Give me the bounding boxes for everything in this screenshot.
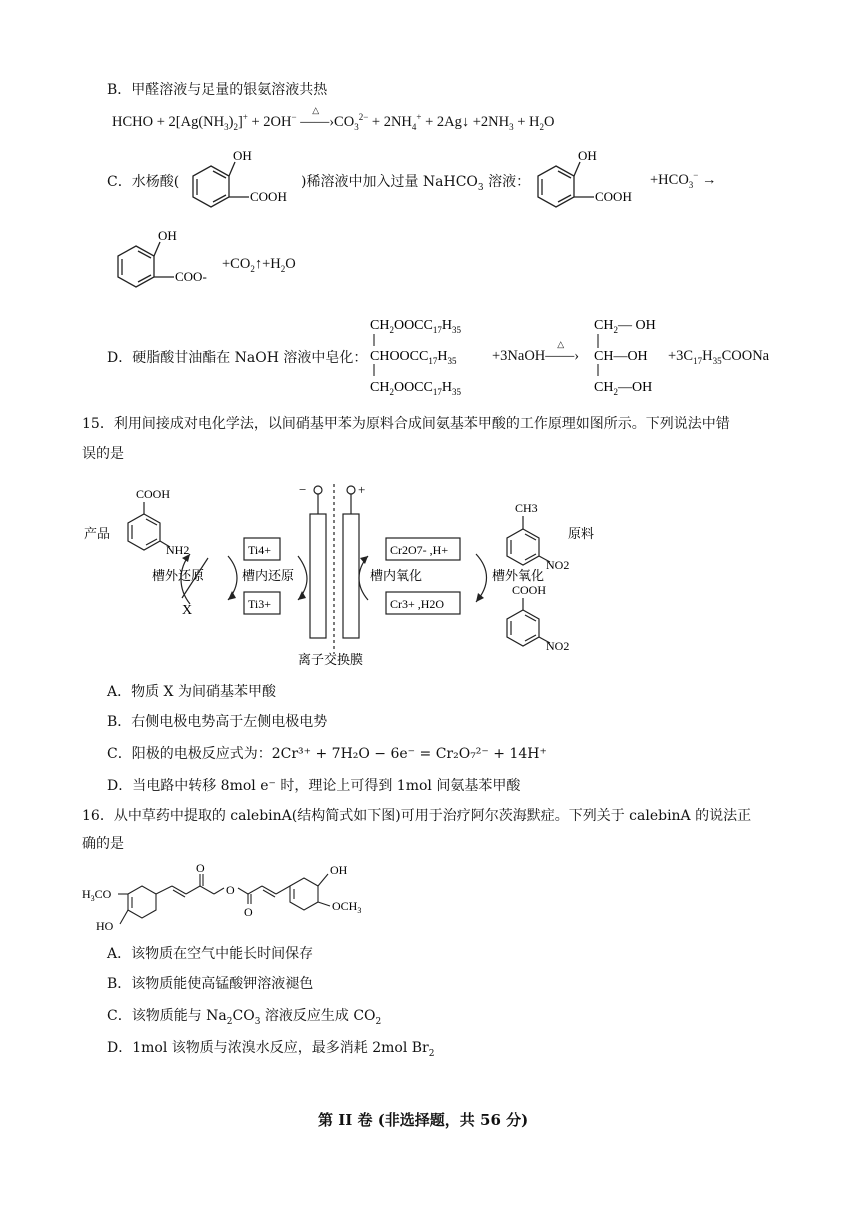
glycerol-structure xyxy=(590,312,670,404)
ester-o-label: O xyxy=(226,883,235,897)
dichromate-box-text: Cr2O7- ,H+ xyxy=(390,543,449,557)
oh-label: OH xyxy=(233,148,252,163)
calebina-structure xyxy=(82,858,382,940)
hco3-term: $+HCO_3^-$ → xyxy=(650,170,717,190)
oh-label: OH xyxy=(578,148,597,163)
ti4-box-text: Ti4+ xyxy=(248,543,272,557)
q15-option-a: A．物质 X 为间硝基苯甲酸 xyxy=(107,684,276,700)
option-14c-label: C．水杨酸( xyxy=(107,174,180,190)
ketone-o-label: O xyxy=(196,861,205,875)
carbonyl-o-label: O xyxy=(244,905,253,919)
q15-option-d: D．当电路中转移 8mol e⁻ 时，理论上可得到 1mol 间氨基苯甲酸 xyxy=(107,778,521,794)
nh2-label: NH2 xyxy=(166,543,190,557)
outside-oxidation-label: 槽外氧化 xyxy=(492,568,545,583)
raw-material-label: 原料 xyxy=(568,526,595,541)
salicylate-structure xyxy=(108,226,223,296)
option-14d-label: D．硬脂酸甘油酯在 NaOH 溶液中皂化： xyxy=(107,350,368,366)
cr3-box-text: Cr3+ ,H2O xyxy=(390,597,445,611)
salicylic-acid-structure-1 xyxy=(183,146,303,216)
svg-text:CH—OH: CH—OH xyxy=(594,349,648,364)
q16-option-b: B．该物质能使高锰酸钾溶液褪色 xyxy=(107,976,314,992)
svg-text:CH2—OH: $CH_2—OH$ xyxy=(594,380,653,397)
glyceryl-stearate-structure xyxy=(368,312,493,404)
q16-stem-line1: 16．从中草药中提取的 calebinA(结构简式如下图)可用于治疗阿尔茨海默症。下列关于 calebinA 的说法正 xyxy=(82,808,752,824)
ho-label: HO xyxy=(96,919,114,933)
cooh-label-2: COOH xyxy=(512,583,547,597)
ti3-box-text: Ti3+ xyxy=(248,597,272,611)
q16-option-c: C．该物质能与 $Na_2CO_3$ 溶液反应生成 $CO_2$ xyxy=(107,1008,382,1027)
minus-sign: − xyxy=(299,482,307,497)
inside-reduction-label: 槽内还原 xyxy=(242,568,295,583)
cooh-label: COOH xyxy=(136,487,171,501)
naoh-term: +3NaOH——› △ xyxy=(492,339,580,364)
stearate-salt-term: $+3C_{17}H_{35}COONa$ xyxy=(668,348,770,366)
svg-text:CH2OOCC17H35: $CH_2OOCC_{17}H_{35}$ xyxy=(370,318,461,335)
product-label: 产品 xyxy=(84,526,111,541)
q16-option-a: A．该物质在空气中能长时间保存 xyxy=(107,946,314,962)
option-14c-mid: )稀溶液中加入过量 NaHCO$_3$ 溶液： xyxy=(301,174,531,193)
option-14b: B．甲醛溶液与足量的银氨溶液共热 xyxy=(107,82,328,98)
plus-sign: + xyxy=(358,482,366,497)
svg-text:CH2— OH: $CH_2—$ OH xyxy=(594,318,656,335)
electrochemistry-diagram xyxy=(82,474,622,670)
oh-label: OH xyxy=(330,863,348,877)
equation-14b: HCHO + $2[Ag(NH_3)_2]^+ + 2OH^-$ ——› △ $CO_3^{2-} + 2NH_4^+$ + 2Ag↓ $+2NH_3 + H_2O$ xyxy=(112,105,555,132)
svg-text:H3CO: $H_3CO$ xyxy=(82,887,112,903)
oh-label: OH xyxy=(158,228,177,243)
no2-label: NO2 xyxy=(546,558,570,572)
cooh-label: COOH xyxy=(250,189,287,204)
membrane-label: 离子交换膜 xyxy=(298,652,364,667)
inside-oxidation-label: 槽内氧化 xyxy=(370,568,423,583)
q16-option-d: D．1mol 该物质与浓溴水反应，最多消耗 2mol $Br_2$ xyxy=(107,1040,435,1059)
svg-text:OCH3: $OCH_3$ xyxy=(332,899,362,915)
no2-label-2: NO2 xyxy=(546,639,570,653)
svg-text:CH2OOCC17H35: $CH_2OOCC_{17}H_{35}$ xyxy=(370,380,461,397)
cooh-label: COOH xyxy=(595,189,632,204)
x-label: X xyxy=(182,603,193,618)
q15-option-b: B．右侧电极电势高于左侧电极电势 xyxy=(107,714,328,730)
outside-reduction-label: 槽外还原 xyxy=(152,568,205,583)
q15-option-c: C．阳极的电极反应式为：2Cr³⁺ + 7H₂O − 6e⁻ = Cr₂O₇²⁻ + 14H⁺ xyxy=(107,746,547,762)
coo-label: COO- xyxy=(175,269,207,284)
co2-water-term: $+CO_2↑+H_2O$ xyxy=(222,256,296,274)
section-heading: 第 II 卷 (非选择题，共 56 分) xyxy=(318,1111,529,1129)
ch3-label: CH3 xyxy=(515,501,538,515)
q16-stem-line2: 确的是 xyxy=(82,836,124,852)
svg-text:CHOOCC17H35: $CHOOCC_{17}H_{35}$ xyxy=(370,349,457,366)
q15-stem-line2: 误的是 xyxy=(82,446,124,462)
salicylic-acid-structure-2 xyxy=(528,146,653,216)
q15-stem-line1: 15．利用间接成对电化学法，以间硝基甲苯为原料合成间氨基苯甲酸的工作原理如图所示。下列说法中错 xyxy=(82,416,730,432)
